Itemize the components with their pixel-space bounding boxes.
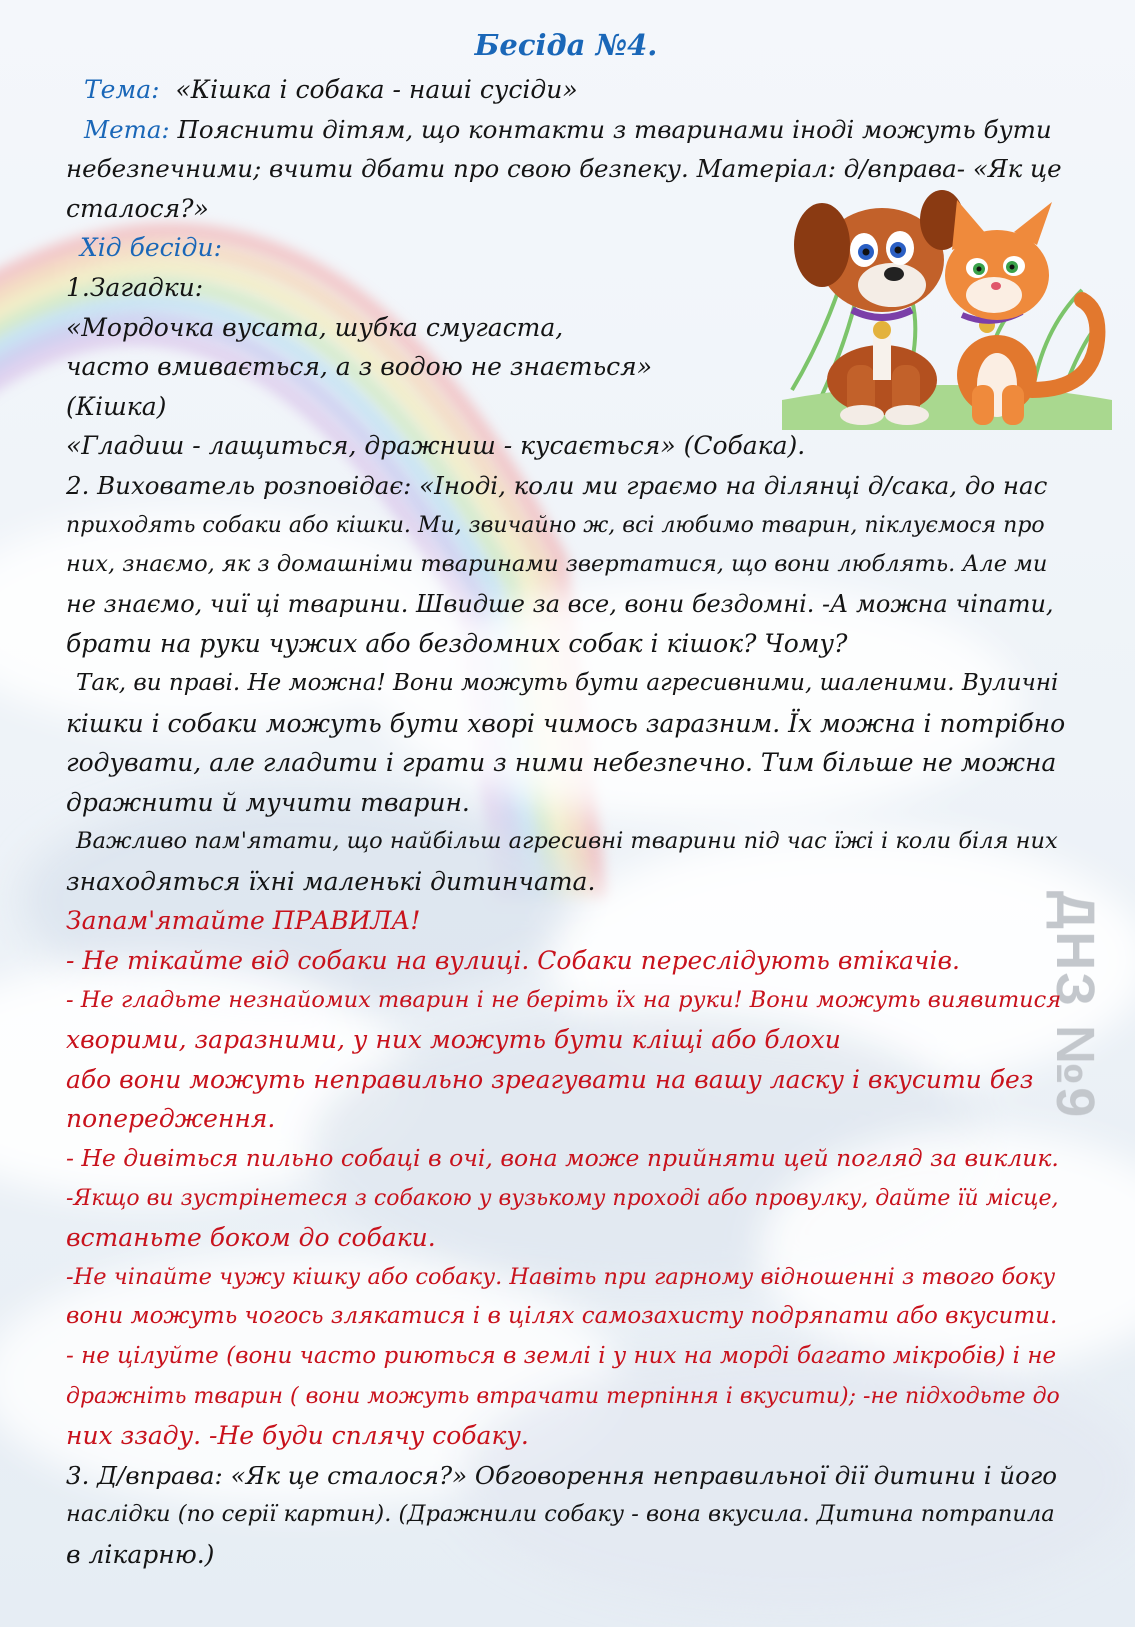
rule-line: -Якщо ви зустрінетеся з собакою у вузькому проході або провулку, дайте їй місце, (66, 1185, 1059, 1211)
rule-line: вони можуть чогось злякатися і в цілях самозахисту подряпати або вкусити. (66, 1303, 1058, 1330)
rule-line: встаньте боком до собаки. (66, 1223, 436, 1253)
page-title: Бесіда №4. (474, 28, 658, 62)
rule-line: них ззаду. -Не буди сплячу собаку. (66, 1421, 529, 1451)
goal-line (66, 110, 1066, 150)
story-line: них, знаємо, як з домашніми тваринами звертатися, що вони люблять. Але ми (66, 551, 1048, 578)
goal-text-3: сталося?» (66, 193, 209, 223)
riddle-1-line-2: часто вмивається, а з водою не знається» (66, 352, 653, 382)
grass-icon (782, 270, 1112, 430)
riddle-1-line-1: «Мордочка вусата, шубка смугаста, (66, 312, 564, 342)
cat-icon (945, 200, 1097, 425)
rule-line: - Не гладьте незнайомих тварин і не беріть їх на руки! Вони можуть виявитися (66, 986, 1062, 1013)
rule-line: - Не тікайте від собаки на вулиці. Собаки переслідують втікачів. (66, 946, 960, 976)
rules-heading: Запам'ятайте ПРАВИЛА! (66, 906, 421, 936)
exercise-line: в лікарню.) (66, 1539, 215, 1569)
rule-line: - Не дивіться пильно собаці в очі, вона може прийняти цей погляд за виклик. (66, 1144, 1059, 1173)
riddle-1-answer: (Кішка) (66, 391, 167, 421)
riddle-2: «Гладиш - лащиться, дражниш - кусається» (Собака). (66, 431, 806, 461)
exercise-line: наслідки (по серії картин). (Дражнили собаку - вона вкусила. Дитина потрапила (66, 1501, 1055, 1528)
story-line: брати на руки чужих або бездомних собак і кішок? Чому? (66, 629, 848, 659)
story-line: Так, ви праві. Не можна! Вони можуть бути агресивними, шаленими. Вуличні (76, 669, 1059, 696)
exercise-line: 3. Д/вправа: «Як це сталося?» Обговорення неправильної дії дитини і його (66, 1460, 1058, 1490)
story-line: 2. Вихователь розповідає: «Іноді, коли ми граємо на ділянці д/сака, до нас (66, 470, 1048, 500)
rule-line: - не цілуйте (вони часто риються в землі і у них на морді багато мікробів) і не (66, 1343, 1057, 1369)
topic-text: «Кішка і собака - наші сусіди» (175, 75, 578, 104)
story-line: Важливо пам'ятати, що найбільш агресивні тварини під час їжі і коли біля них (76, 828, 1058, 855)
story-line: кішки і собаки можуть бути хворі чимось заразним. Їх можна і потрібно (66, 708, 1066, 738)
story-line: годувати, але гладити і грати з ними небезпечно. Тим більше не можна (66, 748, 1057, 778)
topic-label: Тема: (84, 75, 160, 104)
dog-and-cat-illustration (782, 190, 1112, 430)
rule-line: хворими, заразними, у них можуть бути кліщі або блохи (66, 1025, 841, 1055)
story-line: приходять собаки або кішки. Ми, звичайно ж, всі любимо тварин, піклуємося про (66, 512, 1045, 538)
goal-label: Мета: (84, 114, 170, 144)
rule-line: попередження. (66, 1104, 276, 1134)
goal-text-2: небезпечними; вчити дбати про свою безпеку. Матеріал: д/вправа- «Як це (66, 154, 1062, 184)
course-label: Хід бесіди: (80, 233, 223, 263)
rule-line: дражніть тварин ( вони можуть втрачати терпіння і вкусити); -не підходьте до (66, 1383, 1060, 1409)
story-line: не знаємо, чиї ці тварини. Швидше за все, вони бездомні. -А можна чіпати, (66, 589, 1054, 618)
story-line: знаходяться їхні маленькі дитинчата. (66, 866, 596, 896)
watermark: ДНЗ №9 (1045, 890, 1105, 1120)
riddles-heading: 1.Загадки: (66, 272, 204, 302)
rule-line: або вони можуть неправильно зреагувати на вашу ласку і вкусити без (66, 1064, 1034, 1094)
topic-line (66, 70, 1066, 110)
goal-text-1: Пояснити дітям, що контакти з тваринами іноді можуть бути (177, 114, 1052, 144)
story-line: дражнити й мучити тварин. (66, 787, 470, 817)
rule-line: -Не чіпайте чужу кішку або собаку. Навіть при гарному відношенні з твого боку (66, 1263, 1056, 1290)
